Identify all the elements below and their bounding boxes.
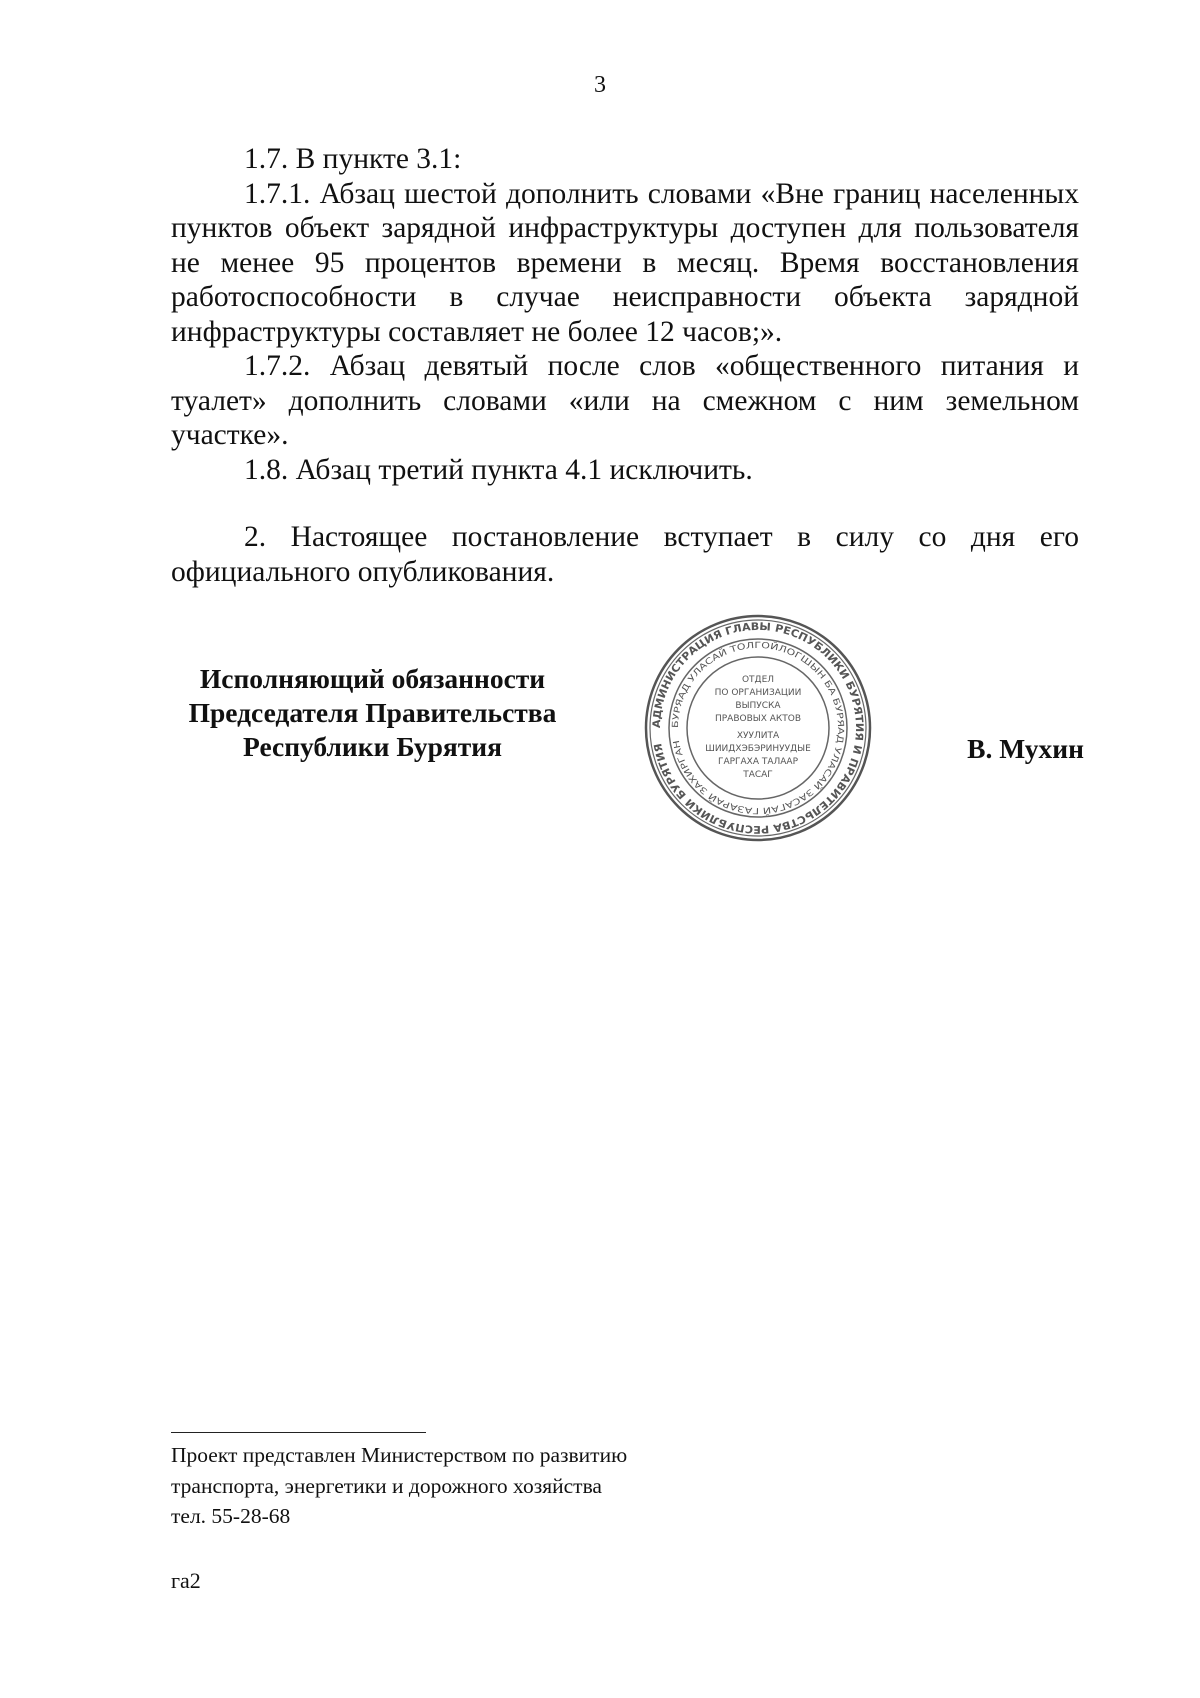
stamp-center-line: ОТДЕЛ [741,675,775,685]
stamp-inner-ring-text: БУРЯАД УЛАСАЙ ТОЛГОЙЛОГШЫН БА БУРЯАД УЛАСАЙ ЗАСАГАЙ ГАЗАРАЙ ЗАХИРГАН [670,640,846,816]
paragraph-1-7: 1.7. В пункте 3.1: [244,143,462,175]
stamp-center-line: ХУУЛИТА [736,731,780,741]
paragraph-2: 2. Настоящее постановление вступает в силу со дня его официального опубликования. [171,521,1079,588]
official-stamp [642,612,874,844]
footnote-line: транспорта, энергетики и дорожного хозяйства [171,1473,602,1498]
signatory-title [150,662,595,764]
footnote-line: тел. 55-28-68 [171,1504,291,1528]
paragraph-1-7-2: 1.7.2. Абзац девятый после слов «общественного питания и туалет» дополнить словами «или на смежном с ним земельном участке». [171,350,1079,451]
footnote [171,1440,627,1532]
page-number: 3 [594,72,606,98]
signatory-title-line: Республики Бурятия [243,731,502,762]
stamp-outer-ring-text: АДМИНИСТРАЦИЯ ГЛАВЫ РЕСПУБЛИКИ БУРЯТИЯ И ПРАВИТЕЛЬСТВА РЕСПУБЛИКИ БУРЯТИЯ [650,620,866,836]
stamp-center-line: ТАСАГ [743,770,773,780]
signatory-title-line: Исполняющий обязанности [199,663,546,694]
stamp-center-line: ГАРГАХА ТАЛААР [717,757,799,767]
footnote-divider [171,1432,426,1433]
paragraph-1-8: 1.8. Абзац третий пункта 4.1 исключить. [244,453,753,486]
signatory-name: В. Мухин [967,733,1084,764]
footnote-line: Проект представлен Министерством по развитию [171,1443,628,1467]
stamp-center-line: ПРАВОВЫХ АКТОВ [714,714,802,724]
document-body [171,142,1079,589]
stamp-center-line: ШИИДХЭБЭРИНУУДЫЕ [705,744,811,754]
document-code: га2 [171,1568,201,1593]
stamp-center-line: ВЫПУСКА [735,701,781,711]
paragraph-1-7-1: 1.7.1. Абзац шестой дополнить словами «Вне границ населенных пунктов объект зарядной инфраструктуры доступен для пользователя не менее 95 процентов времени в месяц. Время восстановления работоспособности в случае неисправности объекта зарядной инфраструктуры составляет не более 12 часов;». [171,177,1079,348]
stamp-center-line: ПО ОРГАНИЗАЦИИ [714,688,802,698]
signatory-title-line: Председателя Правительства [188,697,557,728]
